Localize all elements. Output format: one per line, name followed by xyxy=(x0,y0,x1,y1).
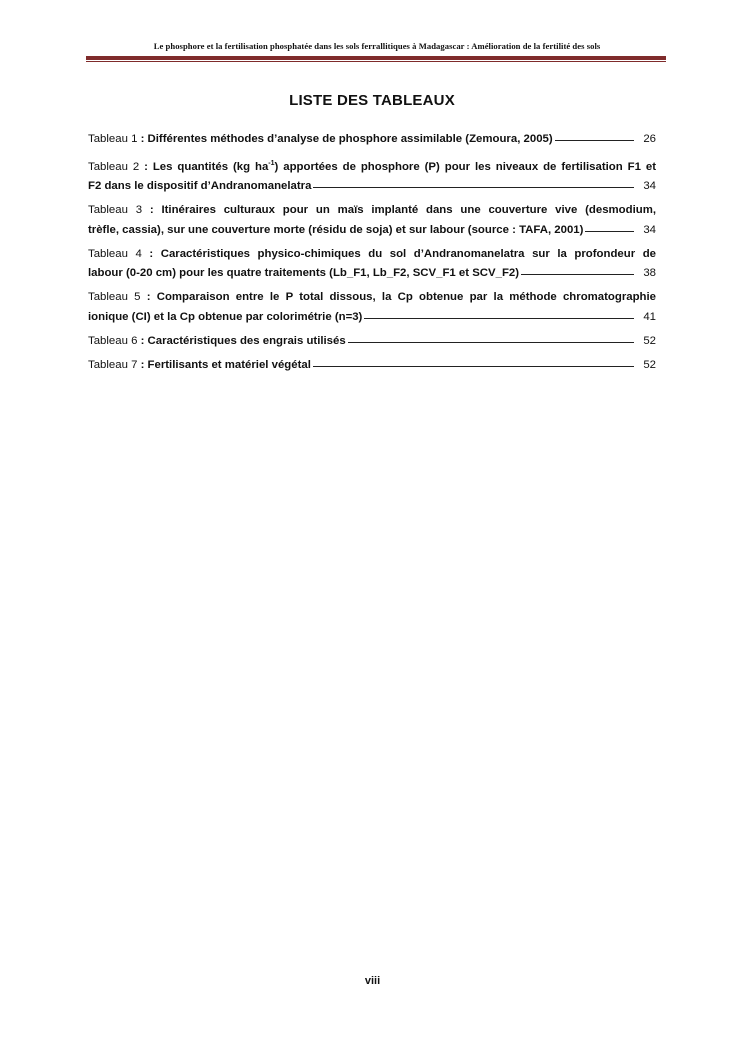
separator: : xyxy=(141,247,161,260)
toc-entry-label: Tableau 1 xyxy=(88,133,138,145)
toc-entry-page: 52 xyxy=(643,334,656,347)
toc-entry-label: Tableau 7 xyxy=(88,358,138,371)
toc-entry-title: Caractéristiques des engrais utilisés xyxy=(147,334,346,347)
page-number: viii xyxy=(364,975,381,987)
separator: : xyxy=(137,334,148,347)
toc-entry-text xyxy=(88,201,656,221)
toc-entry-page: 34 xyxy=(643,223,656,236)
toc-entry-title: trèfle, cassia), sur une couverture morte (résidu de soja) et sur labour (source : TAFA, 2001) xyxy=(88,223,584,236)
superscript: -1 xyxy=(268,160,275,167)
dot-leader xyxy=(585,231,634,232)
toc-entry-title: Caractéristiques physico-chimiques du sol d’Andranomanelatra sur la profondeur de xyxy=(160,247,657,260)
toc-entry-page: 38 xyxy=(643,267,656,280)
toc-entry-tableau-4[interactable] xyxy=(88,245,656,284)
toc-line xyxy=(88,332,656,352)
toc-entry-tableau-5[interactable] xyxy=(88,288,656,327)
toc-entry-title: Itinéraires culturaux pour un maïs implanté dans une couverture vive (desmodium, xyxy=(161,204,656,217)
toc-line xyxy=(88,356,656,376)
page-title: LISTE DES TABLEAUX xyxy=(289,92,455,109)
table-of-tables xyxy=(88,130,656,380)
toc-entry-text xyxy=(88,356,311,376)
dot-leader xyxy=(313,187,634,188)
running-header: Le phosphore et la fertilisation phosphatée dans les sols ferrallitiques à Madagascar : Amélioration de la fertilité des sols xyxy=(153,41,601,51)
dot-leader xyxy=(555,140,634,141)
header-rule-thin xyxy=(86,61,666,62)
toc-entry-label: Tableau 6 xyxy=(88,334,138,347)
toc-entry-text xyxy=(88,245,656,265)
toc-entry-title: F2 dans le dispositif d’Andranomanelatra xyxy=(88,180,312,193)
toc-line xyxy=(88,308,656,328)
toc-line xyxy=(88,264,656,284)
dot-leader xyxy=(364,318,634,319)
dot-leader xyxy=(348,342,634,343)
separator: : xyxy=(139,160,153,173)
toc-entry-tableau-1[interactable] xyxy=(88,130,656,150)
separator: : xyxy=(137,133,148,145)
toc-entry-title: Comparaison entre le P total dissous, la Cp obtenue par la méthode chromatographie xyxy=(156,291,657,304)
header-rule xyxy=(86,56,666,60)
toc-entry-title: Fertilisants et matériel végétal xyxy=(147,358,311,371)
toc-entry-title: labour (0-20 cm) pour les quatre traitements (Lb_F1, Lb_F2, SCV_F1 et SCV_F2) xyxy=(88,267,520,280)
toc-entry-label: Tableau 3 xyxy=(88,204,143,217)
separator: : xyxy=(142,204,162,217)
separator: : xyxy=(140,291,157,304)
dot-leader xyxy=(313,366,634,367)
toc-entry-title: Les quantités (kg ha xyxy=(152,160,269,173)
separator: : xyxy=(137,358,148,371)
toc-entry-title: Différentes méthodes d’analyse de phosphore assimilable (Zemoura, 2005) xyxy=(147,133,553,145)
dot-leader xyxy=(521,274,634,275)
toc-entry-tableau-7[interactable] xyxy=(88,356,656,376)
toc-entry-tableau-6[interactable] xyxy=(88,332,656,352)
toc-entry-page: 34 xyxy=(643,180,656,193)
toc-entry-page: 26 xyxy=(643,133,656,145)
toc-entry-title: ionique (CI) et la Cp obtenue par colorimétrie (n=3) xyxy=(88,310,363,323)
toc-line xyxy=(88,221,656,241)
toc-entry-label: Tableau 4 xyxy=(88,247,142,260)
toc-entry-label: Tableau 2 xyxy=(88,160,140,173)
toc-entry-text xyxy=(88,288,656,308)
toc-entry-page: 52 xyxy=(643,358,656,371)
toc-entry-label: Tableau 5 xyxy=(88,291,141,304)
toc-entry-tableau-3[interactable] xyxy=(88,201,656,240)
toc-entry-tableau-2[interactable] xyxy=(88,154,656,197)
toc-entry-text xyxy=(88,154,656,177)
toc-entry-text xyxy=(88,332,346,352)
toc-line xyxy=(88,130,656,150)
toc-entry-page: 41 xyxy=(643,310,656,323)
toc-line xyxy=(88,177,656,197)
toc-entry-title: ) apportées de phosphore (P) pour les niveaux de fertilisation F1 et xyxy=(274,160,656,173)
toc-entry-text xyxy=(88,130,553,150)
